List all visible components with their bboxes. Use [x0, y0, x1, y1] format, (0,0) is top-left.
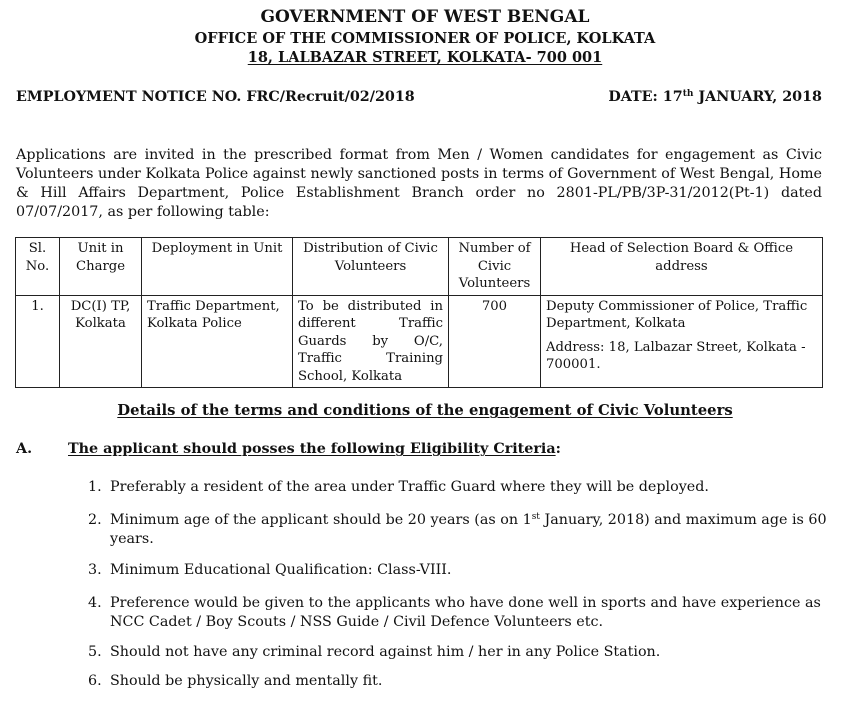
notice-date-suffix: JANUARY, 2018: [693, 89, 822, 105]
list-text: Should not have any criminal record against him / her in any Police Station.: [110, 644, 661, 660]
list-text-post: January, 2018) and maximum age is 60 years.: [110, 512, 827, 547]
cell-number: 700: [449, 295, 541, 388]
header-sl-no: Sl. No.: [16, 238, 60, 296]
list-number: 4.: [88, 595, 102, 611]
list-number: 1.: [88, 479, 102, 495]
details-title-wrap: [0, 402, 850, 419]
list-text: Preference would be given to the applicants who have done well in sports and have experience as NCC Cadet / Boy Scouts / NSS Guide / Civil Defence Volunteers etc.: [110, 595, 821, 630]
header-distribution: Distribution of Civic Volunteers: [293, 238, 449, 296]
intro-paragraph: Applications are invited in the prescribed format from Men / Women candidates for engagement as Civic Volunteers under Kolkata Police against newly sanctioned posts in terms of Government of West Bengal, Home & Hill Affairs Department, Police Establishment Branch order no 2801-PL/PB/3P-31/2012(Pt-1) dated 07/07/2017, as per following table:: [16, 147, 822, 220]
list-number: 6.: [88, 673, 102, 689]
list-item: [88, 561, 828, 580]
cell-distribution: To be distributed in different Traffic Guards by O/C, Traffic Training School, Kolkata: [293, 295, 449, 388]
header-unit-in-charge: Unit in Charge: [60, 238, 142, 296]
cell-head: [541, 295, 823, 388]
section-a-title: The applicant should posses the following Eligibility Criteria: [68, 441, 556, 457]
cell-deployment: Traffic Department, Kolkata Police: [142, 295, 293, 388]
header-number: Number of Civic Volunteers: [449, 238, 541, 296]
letterhead-address: 18, LALBAZAR STREET, KOLKATA- 700 001: [247, 49, 603, 66]
list-text-sup: st: [531, 512, 540, 522]
notice-number: EMPLOYMENT NOTICE NO. FRC/Recruit/02/2018: [16, 89, 415, 105]
list-number: 2.: [88, 512, 102, 528]
cell-unit: DC(I) TP, Kolkata: [60, 295, 142, 388]
list-text-pre: Minimum age of the applicant should be 20 years (as on 1: [110, 512, 532, 528]
list-text: [110, 511, 828, 549]
cell-sl: 1.: [16, 295, 60, 388]
list-number: 3.: [88, 562, 102, 578]
list-text: Preferably a resident of the area under Traffic Guard where they will be deployed.: [110, 479, 709, 495]
letterhead-address-wrap: [0, 49, 850, 66]
list-item: [88, 672, 828, 691]
list-item: [88, 643, 828, 662]
list-item: [88, 511, 828, 549]
table-row: [16, 295, 823, 388]
cell-head-name: Deputy Commissioner of Police, Traffic Department, Kolkata: [546, 298, 808, 331]
table-header-row: [16, 238, 823, 296]
vacancy-table: [15, 237, 823, 388]
letterhead-government: GOVERNMENT OF WEST BENGAL: [260, 7, 590, 27]
section-a-heading: [68, 441, 561, 457]
details-title: Details of the terms and conditions of the engagement of Civic Volunteers: [117, 402, 733, 419]
notice-date-sup: th: [682, 89, 694, 99]
list-text: Should be physically and mentally fit.: [110, 673, 383, 689]
notice-date-prefix: DATE: 17: [608, 89, 683, 105]
cell-head-address: Address: 18, Lalbazar Street, Kolkata - 700001.: [546, 339, 806, 372]
header-head-selection: Head of Selection Board & Office address: [541, 238, 823, 296]
list-number: 5.: [88, 644, 102, 660]
notice-date: [608, 89, 822, 105]
header-deployment: Deployment in Unit: [142, 238, 293, 296]
list-item: [88, 594, 828, 632]
list-text: Minimum Educational Qualification: Class-VIII.: [110, 562, 452, 578]
section-a-colon: :: [555, 441, 561, 457]
list-item: [88, 478, 828, 497]
section-a-letter: A.: [16, 441, 33, 457]
letterhead-office: OFFICE OF THE COMMISSIONER OF POLICE, KOLKATA: [194, 30, 656, 47]
